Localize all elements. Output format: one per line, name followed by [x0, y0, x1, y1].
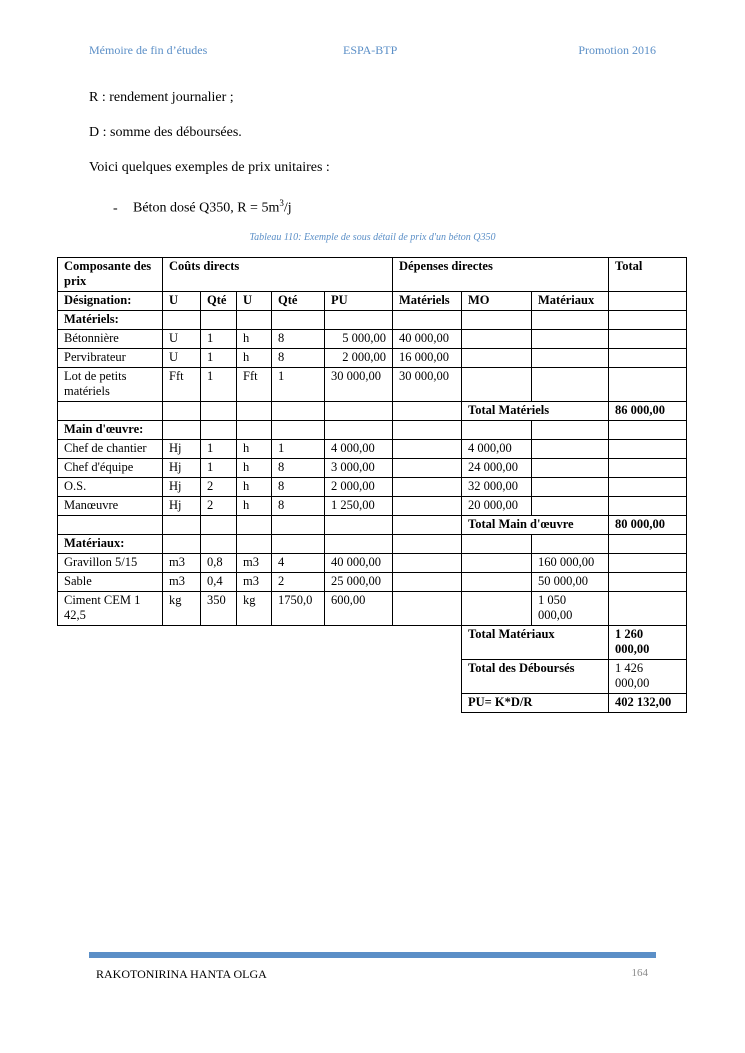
cell-u1: U	[163, 330, 201, 349]
total-mo-value: 80 000,00	[609, 516, 687, 535]
cell-u1: Hj	[163, 459, 201, 478]
cell-materiels: 40 000,00	[393, 330, 462, 349]
total-debourses-value: 1 426 000,00	[609, 660, 687, 694]
total-materiels-label: Total Matériels	[462, 402, 609, 421]
cell-qte2: 8	[272, 497, 325, 516]
col-mo: MO	[462, 292, 532, 311]
footer-author: RAKOTONIRINA HANTA OLGA	[96, 967, 267, 981]
cell-qte2: 4	[272, 554, 325, 573]
cell-qte2: 8	[272, 459, 325, 478]
cell-pu: 3 000,00	[325, 459, 393, 478]
cell-u2: h	[237, 459, 272, 478]
bullet-tail: /j	[283, 200, 292, 216]
bullet-dash: -	[113, 200, 118, 216]
cell-u1: U	[163, 349, 201, 368]
section-label: Matériels:	[58, 311, 163, 330]
cell-designation: Chef de chantier	[58, 440, 163, 459]
cell-pu: 40 000,00	[325, 554, 393, 573]
cell-materiaux: 50 000,00	[532, 573, 609, 592]
cell-qte1: 1	[201, 459, 237, 478]
cell-qte2: 8	[272, 349, 325, 368]
bullet-beton	[113, 198, 292, 217]
cell-pu: 2 000,00	[325, 349, 393, 368]
section-row-materiels	[58, 311, 687, 330]
col-qte2: Qté	[272, 292, 325, 311]
total-mo-label: Total Main d'œuvre	[462, 516, 609, 535]
table-row	[58, 368, 687, 402]
cell-u2: m3	[237, 573, 272, 592]
body-line-rendement: R : rendement journalier ;	[89, 90, 234, 105]
col-depenses-directes: Dépenses directes	[393, 258, 609, 292]
cell-u2: h	[237, 349, 272, 368]
col-qte1: Qté	[201, 292, 237, 311]
cell-pu: 2 000,00	[325, 478, 393, 497]
total-materiaux-value: 1 260 000,00	[609, 626, 687, 660]
cell-qte1: 2	[201, 497, 237, 516]
section-row-materiaux	[58, 535, 687, 554]
bullet-sup: 3	[279, 198, 284, 208]
cell-designation: Sable	[58, 573, 163, 592]
col-materiels: Matériels	[393, 292, 462, 311]
cell-designation: Manœuvre	[58, 497, 163, 516]
total-materiaux-label: Total Matériaux	[462, 626, 609, 660]
total-row-mo	[58, 516, 687, 535]
cell-designation: Pervibrateur	[58, 349, 163, 368]
table-row	[58, 592, 687, 626]
cell-u2: h	[237, 497, 272, 516]
cell-materiels: 30 000,00	[393, 368, 462, 402]
section-label: Matériaux:	[58, 535, 163, 554]
cell-designation: Bétonnière	[58, 330, 163, 349]
cell-mo: 24 000,00	[462, 459, 532, 478]
col-materiaux: Matériaux	[532, 292, 609, 311]
table-row	[58, 440, 687, 459]
cell-qte2: 2	[272, 573, 325, 592]
header-row-2	[58, 292, 687, 311]
cell-u2: m3	[237, 554, 272, 573]
col-composante: Composante des prix	[58, 258, 163, 292]
cell-u2: h	[237, 478, 272, 497]
table-row	[58, 478, 687, 497]
cell-designation: Lot de petits matériels	[58, 368, 163, 402]
cell-qte2: 8	[272, 478, 325, 497]
cell-designation: Chef d'équipe	[58, 459, 163, 478]
cell-mo: 20 000,00	[462, 497, 532, 516]
cell-qte1: 2	[201, 478, 237, 497]
table-row	[58, 330, 687, 349]
cell-qte1: 350	[201, 592, 237, 626]
body-line-exemples: Voici quelques exemples de prix unitaires :	[89, 160, 330, 175]
cell-u1: m3	[163, 573, 201, 592]
cell-u2: h	[237, 440, 272, 459]
cell-u1: Hj	[163, 478, 201, 497]
cell-materiels: 16 000,00	[393, 349, 462, 368]
bullet-text: Béton dosé Q350, R = 5m	[133, 200, 280, 216]
cell-u1: kg	[163, 592, 201, 626]
col-designation: Désignation:	[58, 292, 163, 311]
empty-cell	[609, 292, 687, 311]
table-row	[58, 349, 687, 368]
cell-qte1: 1	[201, 330, 237, 349]
cell-u1: Hj	[163, 497, 201, 516]
table-row	[58, 497, 687, 516]
cell-designation: Gravillon 5/15	[58, 554, 163, 573]
section-label: Main d'œuvre:	[58, 421, 163, 440]
table-caption: Tableau 110: Exemple de sous détail de prix d'un béton Q350	[249, 232, 496, 243]
cell-pu: 1 250,00	[325, 497, 393, 516]
cell-qte2: 1	[272, 368, 325, 402]
cell-qte2: 8	[272, 330, 325, 349]
col-total: Total	[609, 258, 687, 292]
cell-mo: 32 000,00	[462, 478, 532, 497]
pu-final-value: 402 132,00	[609, 694, 687, 713]
cell-pu: 25 000,00	[325, 573, 393, 592]
cell-u2: Fft	[237, 368, 272, 402]
body-line-debourses: D : somme des déboursées.	[89, 125, 242, 140]
cell-qte1: 1	[201, 349, 237, 368]
col-pu: PU	[325, 292, 393, 311]
cell-u2: kg	[237, 592, 272, 626]
table-row	[58, 573, 687, 592]
cell-mo: 4 000,00	[462, 440, 532, 459]
cell-qte1: 0,4	[201, 573, 237, 592]
cell-u2: h	[237, 330, 272, 349]
header-center: ESPA-BTP	[343, 43, 398, 57]
cell-designation: Ciment CEM 1 42,5	[58, 592, 163, 626]
price-detail-table	[57, 257, 687, 713]
footer-divider	[89, 952, 656, 958]
col-u2: U	[237, 292, 272, 311]
section-row-mo	[58, 421, 687, 440]
cell-u1: m3	[163, 554, 201, 573]
total-row-materiels	[58, 402, 687, 421]
cell-qte1: 1	[201, 440, 237, 459]
cell-pu: 30 000,00	[325, 368, 393, 402]
cell-pu: 4 000,00	[325, 440, 393, 459]
total-debourses-label: Total des Déboursés	[462, 660, 609, 694]
total-row-debourses	[58, 660, 687, 694]
cell-designation: O.S.	[58, 478, 163, 497]
col-u1: U	[163, 292, 201, 311]
page-number: 164	[631, 967, 648, 979]
cell-materiaux: 1 050 000,00	[532, 592, 609, 626]
table-row	[58, 459, 687, 478]
cell-u1: Fft	[163, 368, 201, 402]
total-materiels-value: 86 000,00	[609, 402, 687, 421]
cell-materiaux: 160 000,00	[532, 554, 609, 573]
total-row-pu	[58, 694, 687, 713]
cell-pu: 600,00	[325, 592, 393, 626]
cell-pu: 5 000,00	[325, 330, 393, 349]
header-right: Promotion 2016	[578, 43, 656, 57]
header-row-1	[58, 258, 687, 292]
cell-qte1: 0,8	[201, 554, 237, 573]
col-couts-directs: Coûts directs	[163, 258, 393, 292]
cell-qte1: 1	[201, 368, 237, 402]
total-row-materiaux	[58, 626, 687, 660]
table-row	[58, 554, 687, 573]
header-left: Mémoire de fin d’études	[89, 43, 208, 57]
cell-u1: Hj	[163, 440, 201, 459]
cell-qte2: 1	[272, 440, 325, 459]
cell-qte2: 1750,0	[272, 592, 325, 626]
pu-final-label: PU= K*D/R	[462, 694, 609, 713]
